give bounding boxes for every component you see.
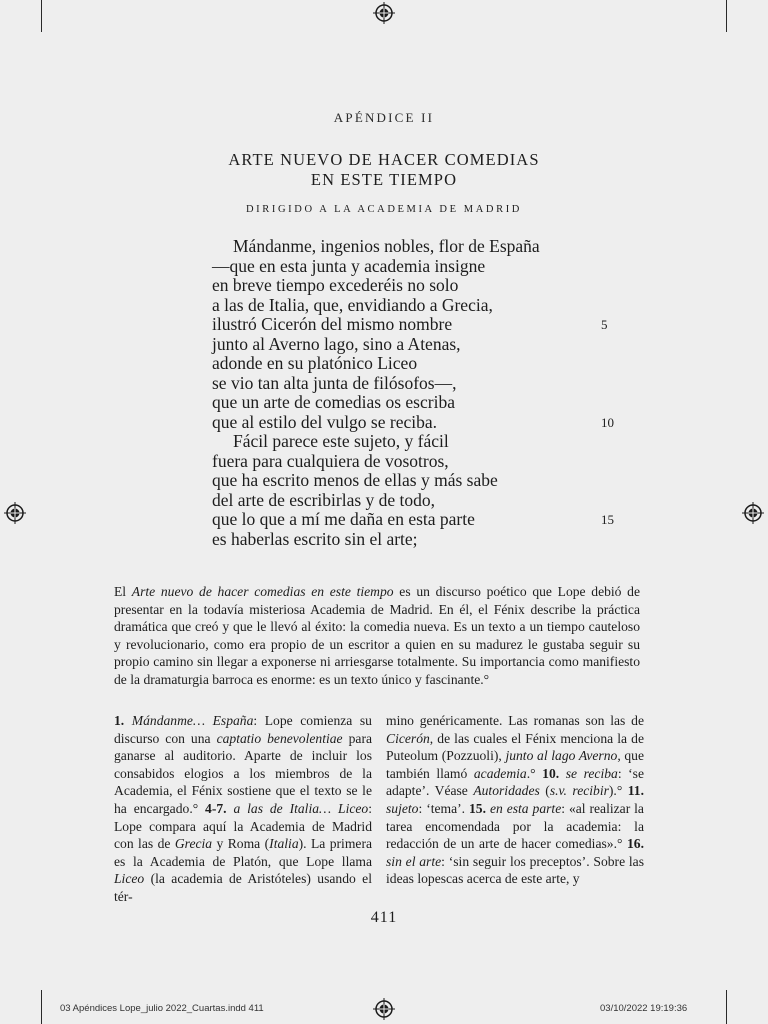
appendix-label: APÉNDICE II xyxy=(333,110,435,125)
verse-line: del arte de escribirlas y de todo, xyxy=(212,489,436,510)
registration-mark-icon xyxy=(742,502,764,524)
poem xyxy=(212,237,632,549)
verse-line: en breve tiempo excederéis no solo xyxy=(212,275,459,295)
verse-line: que un arte de comedias os escriba xyxy=(212,392,455,412)
verse-line: Fácil parece este sujeto, y fácil xyxy=(233,431,449,451)
note-number: 10. xyxy=(542,765,560,781)
note-number: 15. xyxy=(469,800,486,816)
page-subtitle: DIRIGIDO A LA ACADEMIA DE MADRID xyxy=(246,204,522,215)
verse-line: ilustró Cicerón del mismo nombre 5 xyxy=(212,314,608,334)
verse-line: adonde en su platónico Liceo xyxy=(212,353,418,373)
note-number: 1. xyxy=(114,713,125,728)
verse-line: es haberlas escrito sin el arte; xyxy=(212,528,418,549)
crop-mark-top-right xyxy=(726,0,727,32)
verse-line: que lo que a mí me daña en esta parte 15 xyxy=(212,509,614,529)
page-title-line-1: ARTE NUEVO DE HACER COMEDIAS xyxy=(228,150,540,169)
verse-line: a las de Italia, que, envidiando a Grecia, xyxy=(212,294,493,315)
work-title: Arte nuevo de hacer comedias en este tiempo xyxy=(131,584,394,599)
registration-mark-icon xyxy=(373,998,395,1020)
verse-number: 10 xyxy=(601,414,614,430)
verse-line: —que en esta junta y academia insigne xyxy=(212,255,486,276)
note-number: 4-7. xyxy=(205,800,227,816)
footer-file-name: 03 Apéndices Lope_julio 2022_Cuartas.indd 411 xyxy=(60,1003,264,1014)
notes-column-left: 1. Mándanme… España: Lope comienza su discurso con una captatio benevolentiae para ganarse al auditorio. Aparte de incluir los consabidos elogios a los miembros de la Academia, el Fénix sostiene que el texto se le ha encargado.° 4-7. a las de Italia… Liceo: Lope compara aquí la Academia de Madrid con las de Grecia y Roma (Italia). La primera es la Academia de Platón, que Lope llama Liceo (la academia de Aristóteles) usando el tér- xyxy=(114,713,373,904)
verse-line: que al estilo del vulgo se reciba. 10 xyxy=(212,411,614,432)
page-number: 411 xyxy=(370,909,398,926)
crop-mark-top-left xyxy=(41,0,42,32)
note-number: 16. xyxy=(627,836,644,852)
crop-mark-bottom-right xyxy=(726,990,727,1024)
verse-line: se vio tan alta junta de filósofos—, xyxy=(212,372,457,393)
intro-paragraph: El Arte nuevo de hacer comedias en este tiempo es un discurso poético que Lope debió de presentar en la todavía misteriosa Academia de Madrid. En él, el Fénix describe la práctica dramática que creó y que le llevó al éxito: la comedia nueva. Es un texto a un tiempo cauteloso y revolucionario, como era propio de un escritor a quien en su madurez le gustaba seguir su propio camino sin llegar a exponerse ni arriesgarse totalmente. Su importancia como manifiesto de la dramaturgia barroca es enorme: es un texto único y fascinante.° xyxy=(114,584,640,687)
verse-number: 15 xyxy=(601,512,614,527)
footer-timestamp: 03/10/2022 19:19:36 xyxy=(600,1003,688,1014)
verse-line: junto al Averno lago, sino a Atenas, xyxy=(212,333,461,354)
page-title-line-2: EN ESTE TIEMPO xyxy=(310,170,458,189)
verse-line: que ha escrito menos de ellas y más sabe xyxy=(212,470,498,490)
registration-mark-icon xyxy=(373,2,395,24)
verse-number: 5 xyxy=(601,317,608,332)
verse-line: Mándanme, ingenios nobles, flor de España xyxy=(233,236,540,256)
registration-mark-icon xyxy=(4,502,26,524)
notes-column-right: mino genéricamente. Las romanas son las de Cicerón, de las cuales el Fénix menciona la de Puteolum (Pozzuoli), junto al lago Averno, que también llamó academia.° 10. se reciba: ‘se adapte’. Véase Autoridades (s.v. recibir).° 11. sujeto: ‘tema’. 15. en esta parte: «al realizar la tarea encomendada por la academia: la redacción de un arte de hacer comedias».° 16. sin el arte: ‘sin seguir los preceptos’. Sobre las ideas lopescas acerca de este arte, y xyxy=(386,713,645,887)
crop-mark-bottom-left xyxy=(41,990,42,1024)
note-number: 11. xyxy=(627,783,644,799)
verse-line: fuera para cualquiera de vosotros, xyxy=(212,450,449,471)
